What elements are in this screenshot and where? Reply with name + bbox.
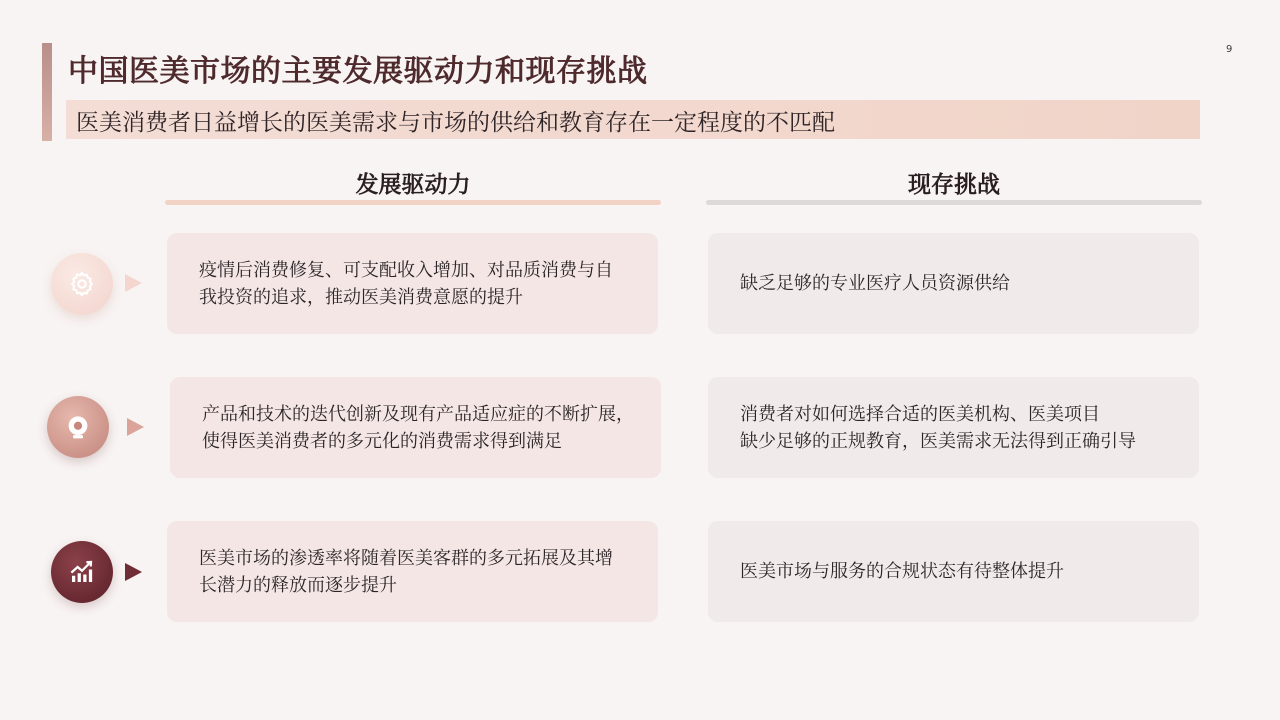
row-3-arrow-icon xyxy=(125,563,142,581)
challenge-card-1 xyxy=(708,233,1199,334)
driver-card-2 xyxy=(170,377,661,478)
title-accent-bar xyxy=(42,43,52,141)
challenge-card-3 xyxy=(708,521,1199,622)
page-subtitle: 医美消费者日益增长的医美需求与市场的供给和教育存在一定程度的不匹配 xyxy=(76,110,835,136)
driver-card-1 xyxy=(167,233,658,334)
drivers-column-heading: 发展驱动力 xyxy=(355,172,471,198)
challenges-column-heading: 现存挑战 xyxy=(908,172,1000,198)
challenge-text-1: 缺乏足够的专业医疗人员资源供给 xyxy=(740,273,1010,294)
challenges-heading-underline xyxy=(706,200,1202,205)
gear-icon xyxy=(51,253,113,315)
driver-card-3 xyxy=(167,521,658,622)
driver-text-1: 疫情后消费修复、可支配收入增加、对品质消费与自 我投资的追求，推动医美消费意愿的提升 xyxy=(199,259,613,308)
challenge-card-2 xyxy=(708,377,1199,478)
row-1-arrow-icon xyxy=(125,274,142,292)
challenge-text-3: 医美市场与服务的合规状态有待整体提升 xyxy=(740,561,1064,582)
driver-text-3: 医美市场的渗透率将随着医美客群的多元拓展及其增 长潜力的释放而逐步提升 xyxy=(199,547,613,596)
row-2-arrow-icon xyxy=(127,418,144,436)
page-title: 中国医美市场的主要发展驱动力和现存挑战 xyxy=(68,54,648,89)
page-number: 9 xyxy=(1226,44,1233,55)
challenge-text-2: 消费者对如何选择合适的医美机构、医美项目 缺少足够的正规教育，医美需求无法得到正确引导 xyxy=(740,403,1136,452)
driver-text-2: 产品和技术的迭代创新及现有产品适应症的不断扩展， 使得医美消费者的多元化的消费需求得到满足 xyxy=(202,403,634,452)
lightbulb-icon xyxy=(47,396,109,458)
growth-chart-icon xyxy=(51,541,113,603)
drivers-heading-underline xyxy=(165,200,661,205)
